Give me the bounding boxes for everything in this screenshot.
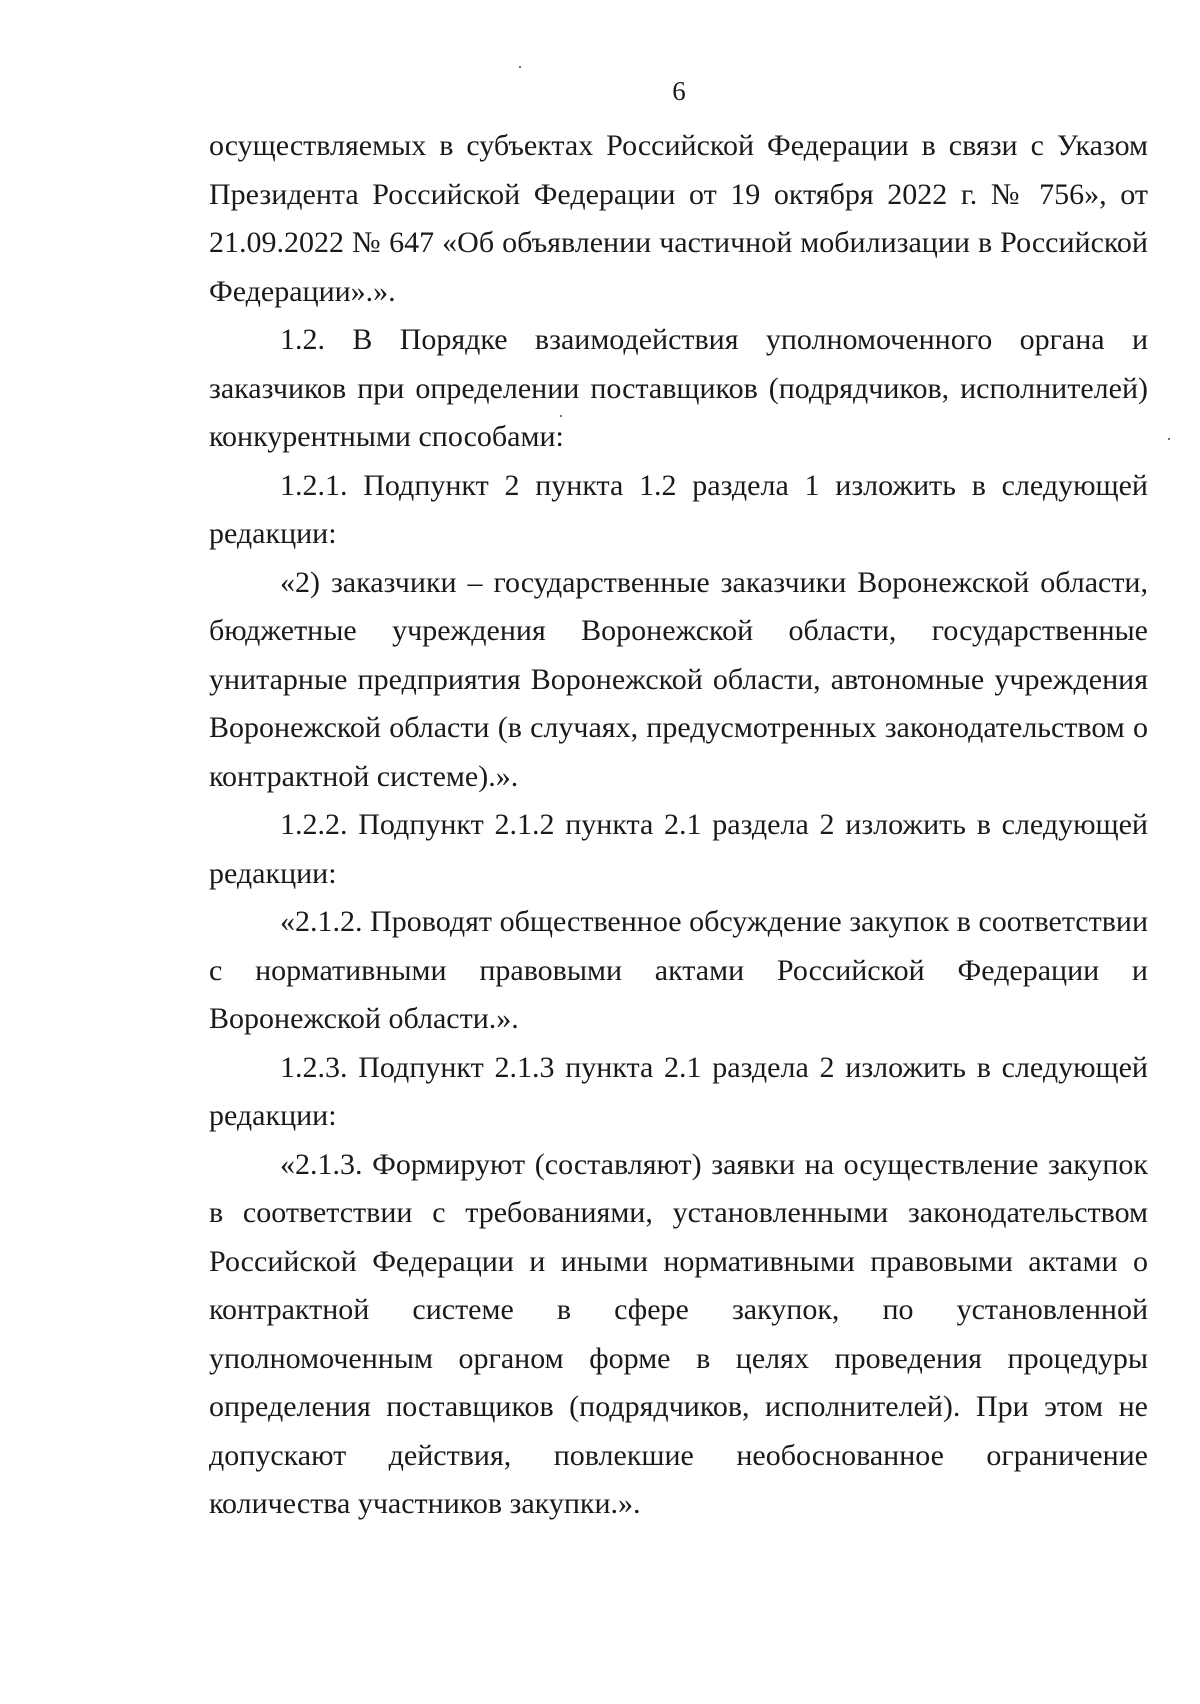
paragraph-quote-2-1-3: «2.1.3. Формируют (составляют) заявки на осуществление закупок в соответствии с требованиями, установленными законодательством Российской Федерации и иными нормативными правовыми актами о контрактной системе в сфере закупок, по установленной уполномоченным органом форме в целях проведения процедуры определения поставщиков (подрядчиков, исполнителей). При этом не допускают действия, повлекшие необоснованное ограничение количества участников закупки.». xyxy=(209,1147,1148,1520)
paragraph-1-2-1: 1.2.1. Подпункт 2 пункта 1.2 раздела 1 изложить в следующей редакции: xyxy=(209,468,1148,550)
paragraph-1-2: 1.2. В Порядке взаимодействия уполномоченного органа и заказчиков при определении поставщиков (подрядчиков, исполнителей) конкурентными способами: xyxy=(209,323,1148,453)
paragraph-1-2-3: 1.2.3. Подпункт 2.1.3 пункта 2.1 раздела 2 изложить в следующей редакции: xyxy=(209,1050,1148,1132)
paragraph-quote-customers: «2) заказчики – государственные заказчики Воронежской области, бюджетные учреждения Воронежской области, государственные унитарные предприятия Воронежской области, автономные учреждения Воронежской области (в случаях, предусмотренных законодательством о контрактной системе).». xyxy=(209,565,1148,793)
paragraph-1-2-2: 1.2.2. Подпункт 2.1.2 пункта 2.1 раздела 2 изложить в следующей редакции: xyxy=(209,808,1148,890)
paragraph-quote-2-1-2: «2.1.2. Проводят общественное обсуждение закупок в соответствии с нормативными правовыми актами Российской Федерации и Воронежской области.». xyxy=(209,905,1148,1035)
paragraph-continuation: осуществляемых в субъектах Российской Федерации в связи с Указом Президента Российской Федерации от 19 октября 2022 г. № 756», от 21.09.2022 № 647 «Об объявлении частичной мобилизации в Российской Федерации».». xyxy=(209,129,1148,308)
page-number: 6 xyxy=(672,76,686,106)
document-body xyxy=(209,122,1148,1529)
scan-speck xyxy=(1168,438,1170,440)
scan-speck xyxy=(519,66,521,68)
